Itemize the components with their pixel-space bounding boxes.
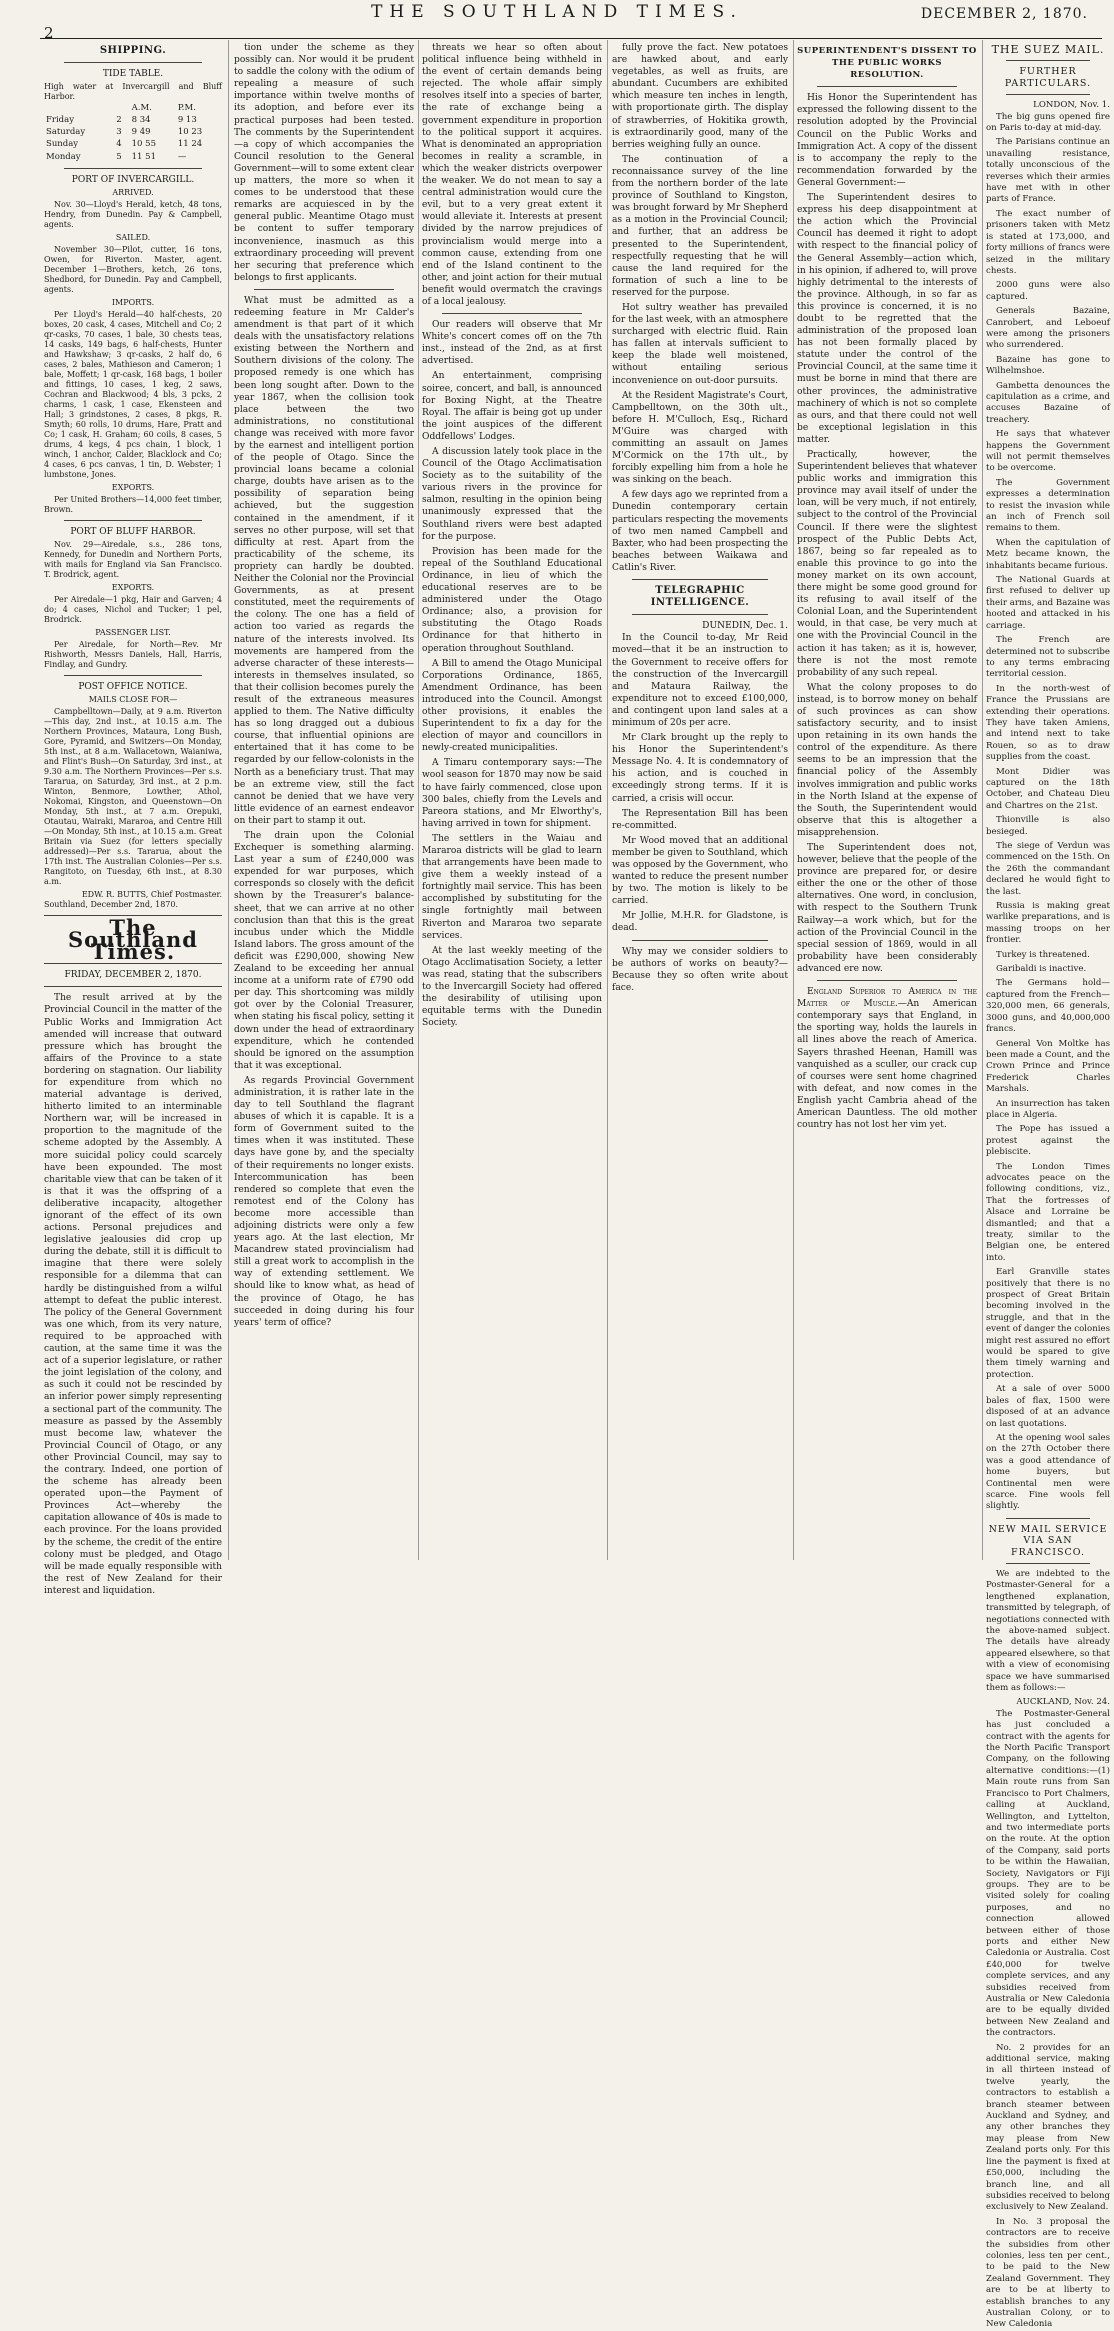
page-header: [0, 0, 1114, 42]
news-item: In the north-west of France the Prussians are extending their operations. They have taken Amiens, and intend next to take Rouen, so as to draw supplies from the coast.: [986, 683, 1110, 763]
column-divider: [607, 40, 608, 1560]
paper-date: FRIDAY, DECEMBER 2, 1870.: [64, 970, 202, 981]
bluff-exports-label: EXPORTS.: [111, 582, 155, 592]
news-item: The London Times advocates peace on the following conditions, viz., That the fortresses of Alsace and Lorraine be dismantled; and that a treaty, similar to the Belgian one, be entered into.: [986, 1161, 1110, 1263]
news-item: Garibaldi is inactive.: [996, 964, 1087, 975]
divider: [442, 313, 582, 314]
bluff-exports-text: Per Airedale—1 pkg, Hair and Garven; 4 do; 4 cases, Nichol and Tucker; 1 pel, Brodrick.: [44, 594, 222, 624]
england-text: —An American contemporary says that England, in the sporting way, holds the laurels in all lines above the reach of America. Sayers thrashed Heenan, Hamill was vanquished as a sculler, our crack cup of courses were sent home chagrined with defeat, and now comes in the English yacht Cambria ahead of the American Dauntless. The old mother country has not lost her vim yet.: [797, 999, 977, 1131]
news-item: Hot sultry weather has prevailed for the last week, with an atmosphere surcharged with electric fluid. Rain has fallen at intervals sufficient to keep the blade well moistened, without entailing serious inconvenience on out-door pursuits.: [612, 302, 788, 386]
column-3: [422, 42, 602, 1557]
arrived-label: ARRIVED.: [112, 187, 154, 197]
news-item: The siege of Verdun was commenced on the 15th. On the 26th the commandant declared he would fight to the last.: [986, 841, 1110, 897]
divider: [817, 86, 957, 87]
mail-text: No. 2 provides for an additional service, making in all thirteen instead of twelve yearly, the contractors to establish a branch steamer between Auckland and Sydney, and any other branches they may please from New Zealand ports only. For this line the payment is fixed at £50,000, including the branch line, and all subsidies received to belong exclusively to New Zealand.: [986, 2042, 1111, 2213]
column-5: [797, 42, 977, 1557]
news-item: A Bill to amend the Otago Municipal Corporations Ordinance, 1865, Amendment Ordinance, has been introduced into the Council. Amongst other provisions, it enables the Superintendent to fix a day for the election of mayor and councillors in newly-created municipalities.: [422, 658, 602, 754]
news-item: The exact number of prisoners taken with Metz is stated at 173,000, and forty millions of francs were seized in the military chests.: [986, 208, 1110, 276]
news-item: The continuation of a reconnaissance survey of the line from the northern border of the late province of Southland to Kingston, was brought forward by Mr Shepherd as a motion in the Provincial Council; and further, that an address be presented to the Superintendent, respectfully requesting that he will cause the land required for the formation of such a line to be reserved for the purpose.: [612, 154, 788, 298]
news-item: At a sale of over 5000 bales of flax, 1500 were disposed of at an advance on last quotations.: [986, 1384, 1110, 1429]
news-item: Bazaine has gone to Wilhelmshoe.: [986, 354, 1110, 377]
tide-table: [44, 102, 222, 162]
paper-title: The Southland Times.: [68, 914, 198, 965]
page-number: 2: [44, 24, 54, 42]
dissent-text: The Superintendent does not, however, believe that the people of the province are prepared for, or desire either the one or the other of those alternatives. One word, in conclusion, with respect to the Southern Trunk Railway—a work which, but for the action of the Provincial Council in the special session of 1869, would in all probability have been considerably advanced ere now.: [797, 843, 977, 974]
divider: [44, 986, 222, 987]
news-item: The National Guards at first refused to deliver up their arms, and Bazaine was hooted and attacked in his carriage.: [986, 575, 1110, 631]
mail-intro: We are indebted to the Postmaster-General for a lengthened explanation, transmitted by telegraph, of negotiations connected with the above-named subject. The details have already appeared elsewhere, so that with a view of economising space we have summarised them as follows:—: [986, 1568, 1110, 1694]
port-invercargill-heading: PORT OF INVERCARGILL.: [71, 174, 195, 185]
passengers-label: PASSENGER LIST.: [95, 627, 171, 637]
divider: [1006, 1563, 1090, 1564]
news-item: The Pope has issued a protest against the plebiscite.: [986, 1124, 1110, 1158]
table-row: Friday 2 8 34 9 13: [46, 115, 197, 126]
article-text: threats we hear so often about political influence being withheld in the event of certain demands being rejected. The whole affair simply resolves itself into a species of barter, the rate of exchange being a government expenditure in proportion to the political support it acquires. What is denominated an appropriation becomes in reality a scramble, in which the weaker districts overpower the weaker. We do not mean to say a central administration would cure the evil, but to a very great extent it would alleviate it. Interests at present divided by the narrow prejudices of provincialism would merge into a common cause, extending from one end of the Island continent to the other, and joint action for their mutual benefit would overmatch the cravings of a local jealousy.: [422, 43, 602, 307]
table-row: Saturday 3 9 49 10 23: [46, 127, 203, 138]
news-item: A Timaru contemporary says:—The wool season for 1870 may now be said to have fairly commenced, close upon 300 bales, chiefly from the Levels and Pareora stations, and Mr Elworthy's, having arrived in town for shipment.: [422, 758, 602, 829]
news-item: Earl Granville states positively that there is no prospect of Great Britain becoming involved in the struggle, and that in the event of danger the colonies might rest assured no effort would be spared to give them timely warning and protection.: [986, 1267, 1110, 1380]
news-item: 2000 guns were also captured.: [986, 280, 1110, 302]
news-item: The French are determined not to subscribe to any terms embracing territorial cession.: [986, 635, 1110, 680]
imports-label: IMPORTS.: [111, 297, 155, 307]
further-particulars-heading: FURTHER PARTICULARS.: [1004, 66, 1092, 89]
exports-label: EXPORTS.: [111, 482, 155, 492]
divider: [632, 940, 768, 941]
table-row: Sunday 4 10 55 11 24: [46, 139, 203, 150]
news-item: A discussion lately took place in the Council of the Otago Acclimatisation Society as to the suitability of the various rivers in the province for salmon, resulting in the opinion being unanimously expressed that the Southland rivers were best adapted for the purpose.: [422, 447, 602, 542]
leader-article: The result arrived at by the Provincial Council in the matter of the Public Works and Immigration Act amended will increase that outward pressure which has brought the affairs of the Province to a state bordering on stagnation. Our liability for expenditure from which no material advantage is derived, hitherto limited to an interminable Northern war, will be increased in proportion to the magnitude of the scheme adopted by the Assembly. A more suicidal policy could scarcely have been expounded. The most charitable view that can be taken of it is that it was the offspring of a deliberative incapacity, altogether ignorant of the effect of its own actions. Personal prejudices and legislative jealousies did crop up during the debate, still it is difficult to imagine that there were solely responsible for a dilemma that can hardly be distinguished from a wilful attempt to defeat the public interest. The policy of the General Government was one which, from its very nature, required to be approached with caution, at the same time it was the act of a superior legislature, or rather the joint legislation of the colony, and as such it could not be rescinded by an inferior power simply representing a sectional part of the community. The measure as passed by the Assembly must become law, whatever the Provincial Council of Otago, or any other Provincial Council, may say to the contrary. Indeed, one portion of the scheme has already been operated upon—the Payment of Provinces Act—whereby the capitation allowance of 40s is made to each province. For the loans provided by the scheme, the credit of the entire colony must be pledged, and Otago will be made equally responsible with the rest of New Zealand for their interest and liquidation.: [44, 993, 222, 1596]
news-item: Generals Bazaine, Canrobert, and Leboeuf were among the prisoners who surrendered.: [986, 306, 1110, 351]
tide-col-pm: P.M.: [177, 103, 196, 114]
post-text: Campbelltown—Daily, at 9 a.m. Riverton—This day, 2nd inst., at 10.15 a.m. The Northern Provinces, Mataura, Long Bush, Gore, Pyramid, and Switzers—On Monday, 5th inst., at 8 a.m. Wallacetown, Waianiwa, and Flint's Bush—On Saturday, 3rd inst., at 9.30 a.m. The Northern Provinces—Per s.s. Tararua, on Saturday, 3rd inst., at 2 p.m. Winton, Benmore, Lowther, Athol, Nokomai, Kingston, and Queenstown—On Monday, 5th inst., at 7 a.m. Orepuki, Otautau, Wairaki, Mararoa, and Centre Hill—On Monday, 5th inst., at 10.15 a.m. Great Britain via Suez (for letters specially addressed)—Per s.s. Tararua, about the 17th inst. The Australian Colonies—Per s.s. Rangitoto, on Tuesday, 6th inst., at 8.30 a.m.: [44, 706, 222, 886]
telegraphic-item: The Representation Bill has been re-committed.: [612, 808, 788, 831]
column-divider: [418, 40, 419, 1560]
dissent-text: Practically, however, the Superintendent believes that whatever public works and immigration this province may avail itself of under the loan, will be very much, if not entirely, subject to the control of the Provincial Council. If there were the slightest prospect of the Public Debts Act, 1867, being so far repealed as to enable this province to go into the money market on its own account, there might be some good ground for its refusing to avail itself of the Colonial Loan, and the Superintendent would, in that case, be very much at one with the Provincial Council in the action it has taken; as it is, however, there is not the most remote probability of any such repeal.: [797, 450, 977, 678]
london-date: LONDON, Nov. 1.: [1033, 100, 1110, 111]
divider: [254, 289, 394, 290]
news-item: Gambetta denounces the capitulation as a crime, and accuses Bazaine of treachery.: [986, 380, 1110, 425]
divider: [64, 520, 202, 521]
news-item: The Parisians continue an unavailing resistance, totally unconscious of the reverses which their armies have met with in other parts of France.: [986, 137, 1110, 205]
telegraphic-item: In the Council to-day, Mr Reid moved—that it be an instruction to the Government to receive offers for the construction of the Invercargill and Mataura Railway, the expenditure not to exceed £100,000, and contingent upon land sales at a minimum of 20s per acre.: [612, 633, 788, 728]
mail-service-heading: NEW MAIL SERVICE VIA SAN FRANCISCO.: [988, 1523, 1108, 1558]
post-sign: EDW. R. BUTTS, Chief Postmaster.: [81, 889, 222, 899]
dissent-text: What the colony proposes to do instead, is to borrow money on behalf of such provinces as can show satisfactory security, and to insist upon retaining in its own hands the control of the expenditure. As there seems to be an impression that the financial policy of the Assembly involves immigration and public works in the North Island at the expense of the South, the Superintendent would observe that this is altogether a misapprehension.: [797, 682, 977, 838]
news-item: Provision has been made for the repeal of the Southland Educational Ordinance, in lieu of which the educational reserves are to be administered under the Otago Ordinance; also, a provision for substituting the Otago Roads Ordinance for that hitherto in operation throughout Southland.: [422, 546, 602, 654]
sailed-text: November 30—Pilot, cutter, 16 tons, Owen, for Riverton. Master, agent. December 1—Brothers, ketch, 26 tons, Shedbord, for Dunedin. Pay and Campbell, agents.: [44, 244, 222, 294]
tide-heading: TIDE TABLE.: [102, 69, 164, 80]
news-item: The Germans hold—captured from the French—320,000 men, 66 generals, 3000 guns, and 40,000,000 francs.: [986, 978, 1110, 1035]
suez-mail-heading: THE SUEZ MAIL.: [991, 43, 1105, 56]
column-divider: [228, 40, 229, 1560]
header-date: DECEMBER 2, 1870.: [920, 6, 1088, 22]
news-item: At the last weekly meeting of the Otago Acclimatisation Society, a letter was read, stating that the subscribers to the Invercargill Society had offered the desirability of utilising upon equitable terms with the Dunedin Society.: [422, 945, 602, 1029]
telegraphic-heading: TELEGRAPHIC INTELLIGENCE.: [650, 585, 750, 609]
news-item: Turkey is threatened.: [996, 949, 1090, 960]
news-item: Russia is making great warlike preparations, and is massing troops on her frontier.: [986, 901, 1110, 946]
news-item: At the Resident Magistrate's Court, Campbelltown, on the 30th ult., before H. M'Culloch, Esq., Richard M'Guire was charged with committing an assault on James M'Cormick on the 17th ult., by forcibly expelling him from a hole he was sinking on the beach.: [612, 390, 788, 486]
news-item: Mont Didier was captured on the 18th October, and Chateau Dieu and Chartres on the 21st.: [986, 766, 1110, 811]
header-rule: [40, 38, 1102, 39]
news-item: Our readers will observe that Mr White's concert comes off on the 7th inst., instead of the 2nd, as at first advertised.: [422, 320, 602, 367]
table-row: Monday 5 11 51 —: [46, 151, 187, 162]
news-item: An insurrection has taken place in Algeria.: [986, 1098, 1110, 1120]
dissent-heading: SUPERINTENDENT'S DISSENT TO THE PUBLIC WORKS RESOLUTION.: [797, 46, 977, 81]
news-item: An entertainment, comprising soiree, concert, and ball, is announced for Boxing Night, at the Theatre Royal. The affair is being got up under the joint auspices of the different Oddfellows' Lodges.: [422, 371, 602, 442]
passengers-text: Per Airedale, for North—Rev. Mr Rishworth, Messrs Daniels, Hall, Harris, Findlay, and Gundry.: [44, 639, 222, 669]
england-heading: England Superior to America in the Matter of Muscle.: [797, 987, 977, 1010]
exports-text: Per United Brothers—14,000 feet timber, Brown.: [44, 494, 222, 514]
divider: [817, 980, 957, 981]
article-text: What must be admitted as a redeeming feature in Mr Calder's amendment is that part of it which deals with the unsatisfactory relations existing between the Northern and Southern divisions of the colony. The proposed remedy is one which has been long sought after. Down to the year 1867, when the collision took place between the two administrations, no constitutional change was received with more favor by the earnest and intelligent portion of the people of Otago. Since the provincial loans became a colonial charge, doubts have arisen as to the possibility of separation being achieved, but the suggestion contained in the amendment, if it serves no other purpose, will set that difficulty at rest. Apart from the practicability of the scheme, its propriety can hardly be doubted. Neither the Colonial nor the Provincial Governments, as at present constituted, meet the requirements of the colony. The one has a field of action too varied as regards the nature of the interests involved. Its movements are hampered from the adverse character of these interests—interests in themselves insulated, so that their collision becomes purely the result of the extraneous measures applied to them. The Native difficulty has so long dragged out a dubious course, that influential opinions are entertained that it has come to be regarded by our fellow-colonists in the North as a beneficiary trust. That may be an extreme view, still the fact cannot be denied that we have very little evidence of an earnest endeavor on their part to stamp it out.: [234, 295, 414, 826]
column-4: [612, 42, 788, 1557]
tide-note: High water at Invercargill and Bluff Harbor.: [44, 82, 222, 102]
post-office-heading: POST OFFICE NOTICE.: [78, 681, 188, 692]
imports-text: Per Lloyd's Herald—40 half-chests, 20 boxes, 20 cask, 4 cases, Mitchell and Co; 2 qr-casks, 70 cases, 1 bale, 30 chests teas, 14 casks, 149 bags, 6 half-chests, Hunter and Hawkshaw; 3 qr-casks, 2 half do, 6 cases, 2 bales, Mathieson and Cameron; 1 bale, Moffett; 1 qr-cask, 168 bags, 1 boiler and fittings, 10 cases, 1 keg, 2 saws, Cochran and Blackwood; 4 bls, 3 pcks, 2 charms, 1 cask, 1 case, Ekensteen and Hall; 3 grindstones, 2 cases, 8 pkgs, R. Smyth; 60 rolls, 10 drums, Hare, Pratt and Co; 1 cask, H. Graham; 60 coils, 8 cases, 5 drums, 4 kegs, 4 pcs chain, 1 block, 1 winch, 1 anchor, Calder, Blacklock and Co; 4 cases, 6 pcs canvas, 1 tin, D. Webster; 1 lumbstone, Jones.: [44, 309, 222, 479]
column-6: [986, 42, 1111, 2330]
news-item: He says that whatever happens the Government will not permit themselves to be overcome.: [986, 429, 1110, 474]
divider: [632, 579, 768, 580]
article-text: As regards Provincial Government administration, it is rather late in the day to tell Southland the flagrant abuses of which it is capable. It is a form of Government suited to the times when it was instituted. These days have gone by, and the specialty of their requirements no longer exists. Intercommunication has been rendered so complete that even the remotest end of the Colony has become more accessible than adjoining districts were only a few years ago. At the last election, Mr Macandrew stated provincialism had still a great work to accomplish in the way of extending settlement. We should like to know what, as head of the province of Otago, he has succeeded in doing during his four years' term of office?: [234, 1075, 414, 1328]
joke: Why may we consider soldiers to be authors of works on beauty?—Because they so often write about face.: [612, 946, 788, 993]
telegraphic-item: Mr Jollie, M.H.R. for Gladstone, is dead.: [612, 911, 788, 934]
post-date: Southland, December 2nd, 1870.: [44, 899, 179, 909]
mail-text: The Postmaster-General has just concluded a contract with the agents for the North Pacific Transport Company, on the following alternative conditions:—(1) Main route runs from San Francisco to Port Chalmers, calling at Auckland, Wellington, and Lyttelton, and two intermediate ports on the route. At the option of the Company, said ports to be within the Hawaiian, Society, Navigators or Fiji groups. They are to be visited solely for coaling purposes, and no connection allowed between either of those ports and either New Caledonia or Australia. Cost £40,000 for twelve complete services, and any subsidies received from Australia or New Caledonia are to be equally divided between New Zealand and the contractors.: [986, 1708, 1110, 2039]
divider: [64, 675, 202, 676]
article-text: The drain upon the Colonial Exchequer is something alarming. Last year a sum of £240,000 was expended for war purposes, which corresponds so closely with the deficit shown by the Treasurer's balance-sheet, that we can arrive at no other conclusion than that this is the great incubus under which the Middle Island labors. The gross amount of the deficit was £290,000, showing New Zealand to be exceeding her annual income at a uniform rate of £790 odd per day. This shortcoming was mildly got over by the Colonial Treasurer, when stating his fiscal policy, setting it down under the head of extraordinary expenditure, which he contended should be ignored on the assumption that it was exceptional.: [234, 831, 414, 1071]
divider: [632, 614, 768, 615]
sailed-label: SAILED.: [115, 232, 151, 242]
news-item: General Von Moltke has been made a Count, and the Crown Prince and Prince Frederick Charles Marshals.: [986, 1038, 1110, 1095]
telegraphic-item: Mr Wood moved that an additional member be given to Southland, which was opposed by the Government, who wanted to reduce the present number by two. The motion is likely to be carried.: [612, 835, 788, 907]
mail-text: In No. 3 proposal the contractors are to receive the subsidies from other colonies, less ten per cent., to be paid to the New Zealand Government. They are to be at liberty to establish branches to any Australian Colony, or to New Caledonia: [986, 2216, 1110, 2330]
news-item: fully prove the fact. New potatoes are hawked about, and early vegetables, as well as fruits, are abundant. Cucumbers are exhibited which measure ten inches in length, with proportionate girth. The display of strawberries, of Hokitika growth, is extraordinarily good, many of the berries weighing fully an ounce.: [612, 43, 788, 150]
news-item: The big guns opened fire on Paris to-day at mid-day.: [986, 111, 1110, 134]
news-item: A few days ago we reprinted from a Dunedin contemporary certain particulars respecting the movements of two men named Campbell and Baxter, who had been prospecting the beaches between Waikawa and Catlin's River.: [612, 490, 788, 573]
divider: [64, 62, 202, 63]
mails-close-label: MAILS CLOSE FOR—: [88, 694, 178, 704]
telegraphic-date: DUNEDIN, Dec. 1.: [702, 621, 788, 632]
news-item: The Government expresses a determination to resist the invasion while an inch of French soil remains to them.: [986, 477, 1110, 534]
dissent-text: The Superintendent desires to express his deep disappointment at the action which the Provincial Council has deemed it right to adopt with respect to the financial policy of the General Assembly—action which, in his opinion, if adhered to, will prove highly detrimental to the interests of the province. Although, in so far as this province is concerned, it is no doubt to be regretted that the administration of the proposed loan has not been formally placed by statute under the control of the Provincial Council, at the same time it must be borne in mind that there are other provinces, the administrative machinery of which is not so complete as ours, and that there could not well be exceptional legislation in this matter.: [797, 193, 977, 445]
news-item: Thionville is also besieged.: [986, 815, 1110, 837]
column-divider: [793, 40, 794, 1560]
divider: [1006, 94, 1090, 95]
news-item: The settlers in the Waiau and Mararoa districts will be glad to learn that arrangements have been made to give them a weekly instead of a fortnightly mail service. This has been accomplished by substituting for the single fortnightly mail between Riverton and Mararoa two separate services.: [422, 833, 602, 941]
bluff-text: Nov. 29—Airedale, s.s., 286 tons, Kennedy, for Dunedin and Northern Ports, with mails for England via San Francisco. T. Brodrick, agent.: [44, 539, 222, 579]
port-bluff-heading: PORT OF BLUFF HARBOR.: [70, 526, 196, 537]
news-item: When the capitulation of Metz became known, the inhabitants became furious.: [986, 537, 1110, 571]
column-2: [234, 42, 414, 1557]
divider: [64, 168, 202, 169]
auckland-date: AUCKLAND, Nov. 24.: [1016, 1697, 1110, 1708]
dissent-text: His Honor the Superintendent has expressed the following dissent to the resolution adopted by the Provincial Council on the Public Works and Immigration Act. A copy of the dissent is to accompany the reply to the recommendation forwarded by the General Government:—: [797, 93, 977, 188]
divider: [1006, 1518, 1090, 1519]
divider: [1006, 60, 1090, 61]
news-item: At the opening wool sales on the 27th October there was a good attendance of home buyers, but Continental men were scarce. Fine wools fell slightly.: [986, 1432, 1110, 1512]
telegraphic-item: Mr Clark brought up the reply to his Honor the Superintendent's Message No. 4. It is condemnatory of his action, and is couched in exceedingly strong terms. If it is carried, a crisis will occur.: [612, 733, 788, 804]
tide-col-am: A.M.: [131, 103, 152, 114]
column-divider: [982, 40, 983, 1560]
shipping-heading: SHIPPING.: [99, 45, 167, 56]
article-text: tion under the scheme as they possibly can. Nor would it be prudent to saddle the colony with the odium of repealing a measure of such importance within twelve months of its adoption, and before ever its practical purposes had been tested. The comments by the Superintendent—a copy of which accompanies the Council resolution to the General Government—will to some extent clear up matters, the more so when it comes to be understood that these remarks are acquiesced in by the general public. Meantime Otago must be content to suffer temporary inconvenience, inasmuch as this extraordinary proceeding will prevent her securing that preference which belongs to first applicants.: [234, 43, 414, 283]
arrived-text: Nov. 30—Lloyd's Herald, ketch, 48 tons, Hendry, from Dunedin. Pay & Campbell, agents.: [44, 199, 222, 229]
column-1: [44, 42, 222, 1596]
masthead: THE SOUTHLAND TIMES.: [371, 2, 743, 22]
